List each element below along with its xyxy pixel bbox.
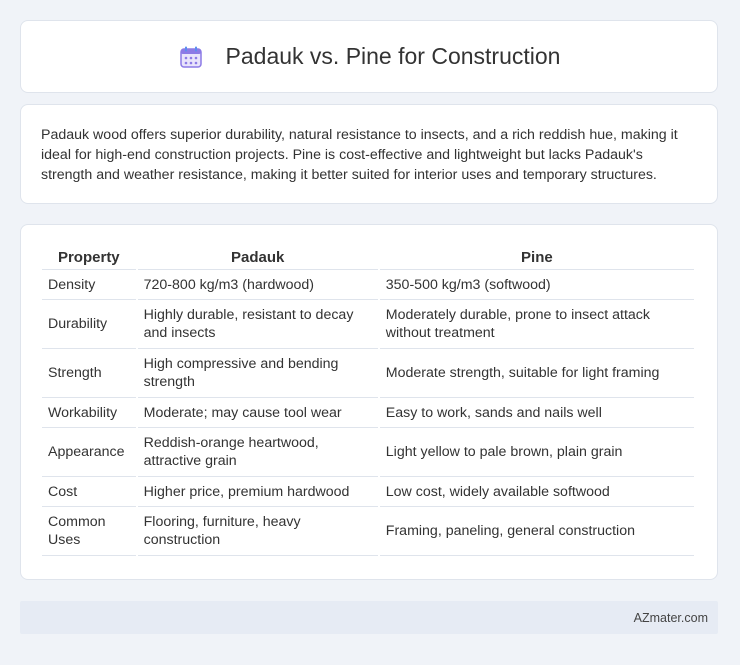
table-row: [42, 300, 694, 349]
page-title: Padauk vs. Pine for Construction: [225, 43, 561, 69]
cell-padauk: Reddish-orange heartwood, attractive grain: [138, 428, 378, 477]
footer-bar: [20, 601, 718, 634]
header-pine: Pine: [380, 245, 694, 270]
table-header-row: [42, 245, 694, 270]
footer-brand: AZmater.com: [633, 610, 708, 625]
header-padauk: Padauk: [138, 245, 378, 270]
calendar-icon: [178, 44, 204, 70]
cell-pine: Low cost, widely available softwood: [380, 477, 694, 507]
cell-pine: Moderately durable, prone to insect attack without treatment: [380, 300, 694, 349]
cell-property: Workability: [42, 398, 136, 428]
cell-pine: Framing, paneling, general construction: [380, 507, 694, 556]
cell-pine: Moderate strength, suitable for light framing: [380, 349, 694, 398]
cell-pine: 350-500 kg/m3 (softwood): [380, 270, 694, 300]
header-property: Property: [42, 245, 136, 270]
cell-padauk: Highly durable, resistant to decay and insects: [138, 300, 378, 349]
cell-property: Appearance: [42, 428, 136, 477]
cell-property: Strength: [42, 349, 136, 398]
intro-card: [20, 104, 718, 204]
cell-property: Durability: [42, 300, 136, 349]
cell-pine: Easy to work, sands and nails well: [380, 398, 694, 428]
table-row: [42, 428, 694, 477]
intro-paragraph: Padauk wood offers superior durability, natural resistance to insects, and a rich reddish hue, making it ideal for high-end construction projects. Pine is cost-effective and lightweight but lacks Padauk's strength and weather resistance, making it better suited for interior uses and temporary structures.: [41, 127, 678, 183]
cell-padauk: 720-800 kg/m3 (hardwood): [138, 270, 378, 300]
cell-padauk: Moderate; may cause tool wear: [138, 398, 378, 428]
cell-padauk: Flooring, furniture, heavy construction: [138, 507, 378, 556]
table-row: [42, 507, 694, 556]
cell-padauk: High compressive and bending strength: [138, 349, 378, 398]
cell-property: Common Uses: [42, 507, 136, 556]
table-row: [42, 398, 694, 428]
cell-property: Cost: [42, 477, 136, 507]
table-row: [42, 477, 694, 507]
table-row: [42, 270, 694, 300]
table-row: [42, 349, 694, 398]
title-card: [20, 20, 718, 93]
comparison-card: [20, 224, 718, 580]
comparison-table: [40, 245, 696, 556]
cell-property: Density: [42, 270, 136, 300]
cell-padauk: Higher price, premium hardwood: [138, 477, 378, 507]
cell-pine: Light yellow to pale brown, plain grain: [380, 428, 694, 477]
